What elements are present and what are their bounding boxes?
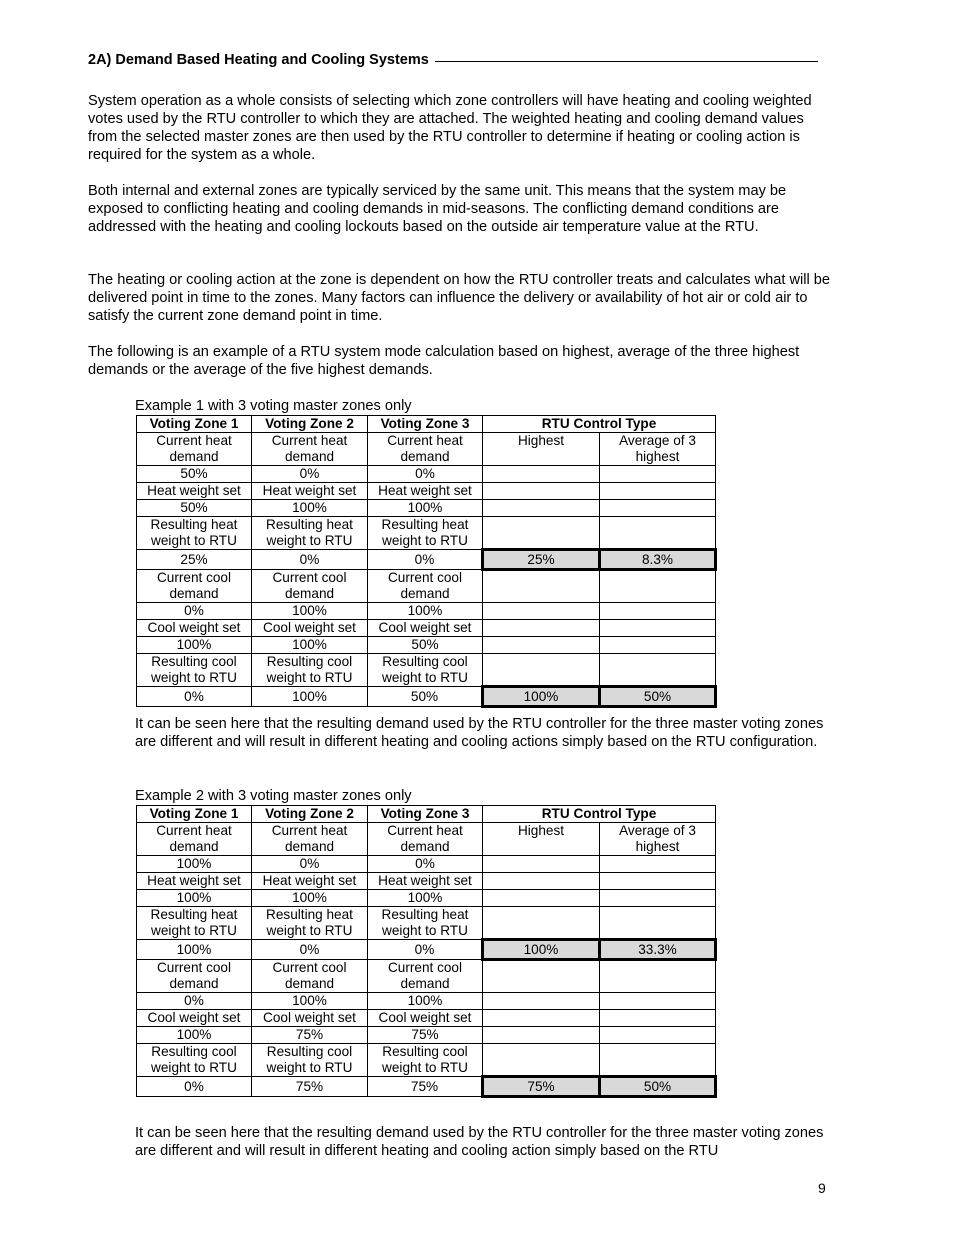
empty-cell bbox=[483, 500, 600, 517]
table-row bbox=[137, 483, 716, 500]
table-header-row bbox=[137, 416, 716, 433]
table-row bbox=[137, 856, 716, 873]
cell-value: 0% bbox=[252, 550, 368, 570]
table-row bbox=[137, 960, 716, 993]
label-cool-demand: Current cool demand bbox=[252, 570, 368, 603]
table-row bbox=[137, 570, 716, 603]
label-heat-weight: Heat weight set bbox=[368, 873, 483, 890]
table-row bbox=[137, 993, 716, 1010]
table-row bbox=[137, 1027, 716, 1044]
label-heat-result: Resulting heat weight to RTU bbox=[368, 517, 483, 550]
label-heat-result: Resulting heat weight to RTU bbox=[252, 907, 368, 940]
empty-cell bbox=[483, 654, 600, 687]
label-cool-result: Resulting cool weight to RTU bbox=[137, 1044, 252, 1077]
table-row bbox=[137, 823, 716, 856]
empty-cell bbox=[600, 1027, 716, 1044]
cell-value: 50% bbox=[137, 466, 252, 483]
cell-value: 100% bbox=[137, 637, 252, 654]
label-heat-weight: Heat weight set bbox=[137, 873, 252, 890]
table-row bbox=[137, 466, 716, 483]
rtu-heat-average: 8.3% bbox=[600, 550, 716, 570]
empty-cell bbox=[483, 620, 600, 637]
table-row bbox=[137, 433, 716, 466]
example2-table bbox=[136, 805, 717, 1098]
heading-rule bbox=[435, 61, 818, 62]
empty-cell bbox=[483, 483, 600, 500]
label-cool-demand: Current cool demand bbox=[252, 960, 368, 993]
cell-value: 0% bbox=[137, 687, 252, 707]
cell-value: 100% bbox=[252, 687, 368, 707]
empty-cell bbox=[483, 960, 600, 993]
cell-value: 100% bbox=[137, 890, 252, 907]
table-row bbox=[137, 873, 716, 890]
empty-cell bbox=[483, 466, 600, 483]
table-header-row bbox=[137, 806, 716, 823]
table-row bbox=[137, 687, 716, 707]
label-cool-demand: Current cool demand bbox=[368, 570, 483, 603]
empty-cell bbox=[483, 517, 600, 550]
empty-cell bbox=[483, 856, 600, 873]
empty-cell bbox=[483, 873, 600, 890]
cell-value: 50% bbox=[368, 687, 483, 707]
header-zone2: Voting Zone 2 bbox=[252, 416, 368, 433]
table-row bbox=[137, 550, 716, 570]
header-highest: Highest bbox=[483, 433, 600, 466]
label-heat-weight: Heat weight set bbox=[252, 873, 368, 890]
cell-value: 75% bbox=[252, 1027, 368, 1044]
section-title: 2A) Demand Based Heating and Cooling Systems bbox=[88, 52, 429, 68]
empty-cell bbox=[600, 890, 716, 907]
cell-value: 100% bbox=[252, 993, 368, 1010]
label-cool-weight: Cool weight set bbox=[368, 620, 483, 637]
header-zone3: Voting Zone 3 bbox=[368, 806, 483, 823]
empty-cell bbox=[483, 890, 600, 907]
cell-value: 0% bbox=[137, 1077, 252, 1097]
cell-value: 0% bbox=[252, 940, 368, 960]
empty-cell bbox=[483, 1027, 600, 1044]
label-cool-weight: Cool weight set bbox=[252, 1010, 368, 1027]
cell-value: 75% bbox=[252, 1077, 368, 1097]
label-cool-result: Resulting cool weight to RTU bbox=[368, 654, 483, 687]
label-heat-demand: Current heat demand bbox=[252, 823, 368, 856]
empty-cell bbox=[600, 570, 716, 603]
cell-value: 0% bbox=[137, 603, 252, 620]
rtu-heat-average: 33.3% bbox=[600, 940, 716, 960]
label-cool-result: Resulting cool weight to RTU bbox=[252, 654, 368, 687]
label-heat-demand: Current heat demand bbox=[368, 823, 483, 856]
label-cool-result: Resulting cool weight to RTU bbox=[252, 1044, 368, 1077]
label-cool-demand: Current cool demand bbox=[368, 960, 483, 993]
header-highest: Highest bbox=[483, 823, 600, 856]
cell-value: 0% bbox=[368, 856, 483, 873]
rtu-cool-highest: 100% bbox=[483, 687, 600, 707]
table-row bbox=[137, 654, 716, 687]
cell-value: 100% bbox=[368, 500, 483, 517]
label-heat-demand: Current heat demand bbox=[137, 433, 252, 466]
cell-value: 75% bbox=[368, 1077, 483, 1097]
empty-cell bbox=[600, 907, 716, 940]
label-cool-result: Resulting cool weight to RTU bbox=[368, 1044, 483, 1077]
cell-value: 0% bbox=[137, 993, 252, 1010]
cell-value: 100% bbox=[368, 603, 483, 620]
table-row bbox=[137, 603, 716, 620]
label-heat-demand: Current heat demand bbox=[252, 433, 368, 466]
empty-cell bbox=[600, 993, 716, 1010]
cell-value: 100% bbox=[252, 603, 368, 620]
label-heat-result: Resulting heat weight to RTU bbox=[368, 907, 483, 940]
cell-value: 25% bbox=[137, 550, 252, 570]
empty-cell bbox=[483, 637, 600, 654]
table-row bbox=[137, 620, 716, 637]
rtu-heat-highest: 25% bbox=[483, 550, 600, 570]
empty-cell bbox=[600, 483, 716, 500]
table-row bbox=[137, 1010, 716, 1027]
table-row bbox=[137, 907, 716, 940]
cell-value: 100% bbox=[252, 500, 368, 517]
table-row bbox=[137, 1044, 716, 1077]
example1-table bbox=[136, 415, 717, 708]
cell-value: 0% bbox=[368, 940, 483, 960]
paragraph-example-intro: The following is an example of a RTU system mode calculation based on highest, average of the three highest demands or the average of the five highest demands. bbox=[88, 344, 800, 378]
header-rtu-control-type: RTU Control Type bbox=[483, 806, 716, 823]
empty-cell bbox=[600, 1010, 716, 1027]
empty-cell bbox=[483, 603, 600, 620]
label-heat-result: Resulting heat weight to RTU bbox=[137, 517, 252, 550]
label-cool-weight: Cool weight set bbox=[368, 1010, 483, 1027]
paragraph-zones: Both internal and external zones are typically serviced by the same unit. This means that the system may be exposed to conflicting heating and cooling demands in mid-seasons. The conflicting demand conditions are addressed with the heating and cooling lockouts based on the outside air temperature value at the RTU. bbox=[88, 183, 787, 235]
label-heat-result: Resulting heat weight to RTU bbox=[137, 907, 252, 940]
cell-value: 100% bbox=[137, 940, 252, 960]
empty-cell bbox=[600, 856, 716, 873]
table-row bbox=[137, 637, 716, 654]
cell-value: 0% bbox=[368, 466, 483, 483]
table-row bbox=[137, 940, 716, 960]
cell-value: 50% bbox=[368, 637, 483, 654]
page-number: 9 bbox=[818, 1180, 826, 1196]
section-heading bbox=[88, 52, 818, 68]
empty-cell bbox=[483, 1044, 600, 1077]
header-average-of-3: Average of 3 highest bbox=[600, 823, 716, 856]
empty-cell bbox=[600, 500, 716, 517]
example1-note: It can be seen here that the resulting demand used by the RTU controller for the three master voting zones are different and will result in different heating and cooling actions simply based on the RTU configuration. bbox=[135, 716, 824, 750]
cell-value: 100% bbox=[137, 856, 252, 873]
cell-value: 100% bbox=[368, 993, 483, 1010]
example1-caption: Example 1 with 3 voting master zones only bbox=[135, 398, 412, 414]
rtu-cool-average: 50% bbox=[600, 1077, 716, 1097]
cell-value: 100% bbox=[137, 1027, 252, 1044]
header-zone2: Voting Zone 2 bbox=[252, 806, 368, 823]
label-heat-weight: Heat weight set bbox=[252, 483, 368, 500]
rtu-cool-highest: 75% bbox=[483, 1077, 600, 1097]
paragraph-heating-cooling-action: The heating or cooling action at the zone is dependent on how the RTU controller treats and calculates what will be delivered point in time to the zones. Many factors can influence the delivery or availability of hot air or cold air to satisfy the current zone demand point in time. bbox=[88, 272, 831, 324]
label-heat-weight: Heat weight set bbox=[368, 483, 483, 500]
empty-cell bbox=[483, 1010, 600, 1027]
empty-cell bbox=[600, 637, 716, 654]
example2-note: It can be seen here that the resulting demand used by the RTU controller for the three master voting zones are different and will result in different heating and cooling action simply based on the RTU bbox=[135, 1125, 824, 1159]
empty-cell bbox=[600, 466, 716, 483]
table-row bbox=[137, 1077, 716, 1097]
label-cool-weight: Cool weight set bbox=[137, 1010, 252, 1027]
header-average-of-3: Average of 3 highest bbox=[600, 433, 716, 466]
paragraph-system-operation: System operation as a whole consists of selecting which zone controllers will have heating and cooling weighted votes used by the RTU controller to which they are attached. The weighted heating and cooling demand values from the selected master zones are then used by the RTU controller to determine if heating or cooling action is required for the system as a whole. bbox=[88, 93, 812, 163]
cell-value: 75% bbox=[368, 1027, 483, 1044]
cell-value: 100% bbox=[252, 637, 368, 654]
label-heat-result: Resulting heat weight to RTU bbox=[252, 517, 368, 550]
label-cool-demand: Current cool demand bbox=[137, 960, 252, 993]
example2-caption: Example 2 with 3 voting master zones only bbox=[135, 788, 412, 804]
empty-cell bbox=[483, 570, 600, 603]
cell-value: 0% bbox=[368, 550, 483, 570]
table-row bbox=[137, 500, 716, 517]
label-cool-demand: Current cool demand bbox=[137, 570, 252, 603]
label-cool-weight: Cool weight set bbox=[137, 620, 252, 637]
empty-cell bbox=[600, 654, 716, 687]
label-heat-demand: Current heat demand bbox=[368, 433, 483, 466]
table-row bbox=[137, 517, 716, 550]
empty-cell bbox=[600, 873, 716, 890]
rtu-cool-average: 50% bbox=[600, 687, 716, 707]
cell-value: 50% bbox=[137, 500, 252, 517]
label-cool-weight: Cool weight set bbox=[252, 620, 368, 637]
empty-cell bbox=[483, 907, 600, 940]
header-zone3: Voting Zone 3 bbox=[368, 416, 483, 433]
empty-cell bbox=[600, 620, 716, 637]
label-heat-demand: Current heat demand bbox=[137, 823, 252, 856]
cell-value: 100% bbox=[252, 890, 368, 907]
header-zone1: Voting Zone 1 bbox=[137, 416, 252, 433]
cell-value: 0% bbox=[252, 466, 368, 483]
rtu-heat-highest: 100% bbox=[483, 940, 600, 960]
empty-cell bbox=[600, 1044, 716, 1077]
table-row bbox=[137, 890, 716, 907]
empty-cell bbox=[600, 603, 716, 620]
cell-value: 100% bbox=[368, 890, 483, 907]
empty-cell bbox=[483, 993, 600, 1010]
empty-cell bbox=[600, 960, 716, 993]
empty-cell bbox=[600, 517, 716, 550]
cell-value: 0% bbox=[252, 856, 368, 873]
header-zone1: Voting Zone 1 bbox=[137, 806, 252, 823]
label-heat-weight: Heat weight set bbox=[137, 483, 252, 500]
header-rtu-control-type: RTU Control Type bbox=[483, 416, 716, 433]
label-cool-result: Resulting cool weight to RTU bbox=[137, 654, 252, 687]
